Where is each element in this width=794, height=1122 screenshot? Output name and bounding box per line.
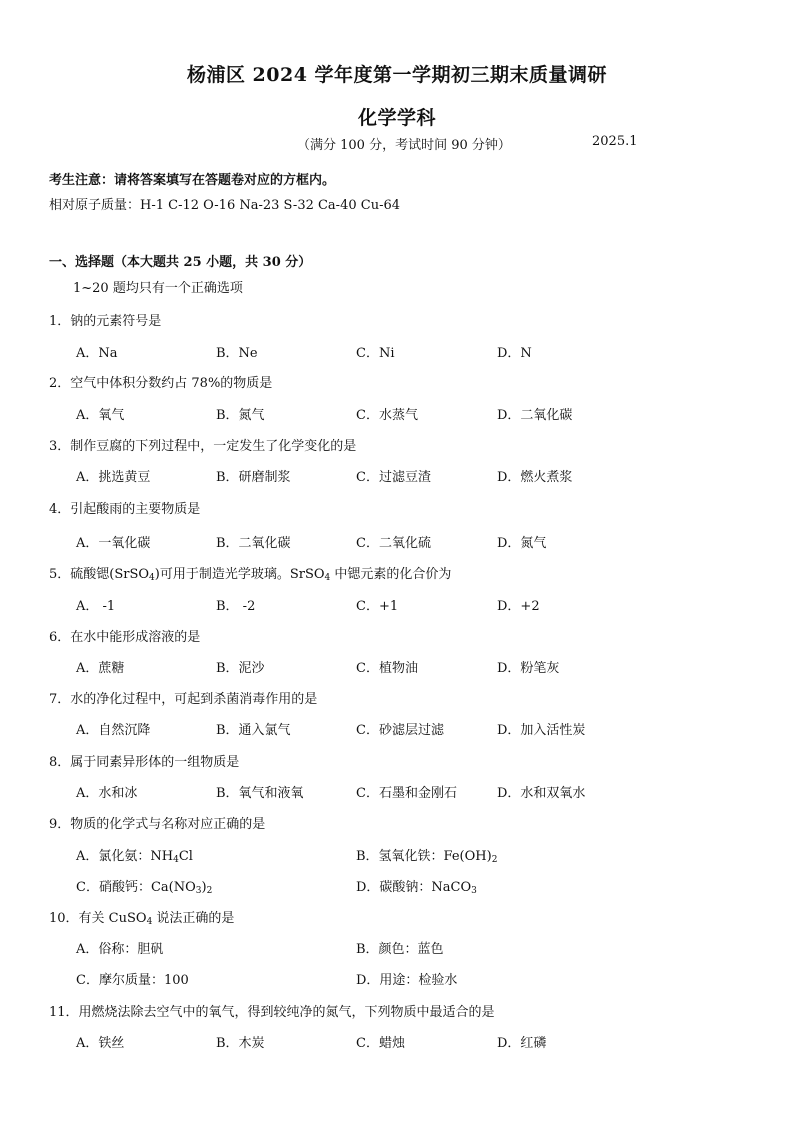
option-a: A．氯化氨：$NH_4Cl$ [76,849,193,865]
option-a: A．铁丝 [76,1036,125,1051]
option-b: B．氧气和液氧 [216,786,304,801]
option-a: A．水和冰 [76,786,138,801]
option-c: C．二氧化硫 [356,536,431,551]
question-stem: 6．在水中能形成溶液的是 [49,630,201,645]
exam-info: （满分 100 分，考试时间 90 分钟） [297,138,511,153]
option-c: C．水蒸气 [356,408,418,423]
option-c: C．植物油 [356,661,418,676]
option-d: D．水和双氧水 [497,786,586,801]
question-stem: 8．属于同素异形体的一组物质是 [49,755,240,770]
question-stem: 5．硫酸锶(SrSO$_4$)可用于制造光学玻璃。SrSO$_4$ 中锶元素的化合价为 [49,567,452,583]
option-d: D．N [497,346,532,361]
exam-title: 杨浦区 2024 学年度第一学期初三期末质量调研 [186,64,608,86]
option-b: B．氢氧化铁：$Fe(OH)_2$ [356,849,498,865]
candidate-notice: 考生注意：请将答案填写在答题卷对应的方框内。 [49,173,336,188]
option-b: B．Ne [216,346,258,361]
option-a: A．氧气 [76,408,125,423]
option-c: C．过滤豆渣 [356,470,431,485]
option-d: D．二氧化碳 [497,408,573,423]
question-stem: 7．水的净化过程中，可起到杀菌消毒作用的是 [49,692,318,707]
option-d: D．红磷 [497,1036,547,1051]
question-stem: 11．用燃烧法除去空气中的氧气，得到较纯净的氮气，下列物质中最适合的是 [49,1005,495,1020]
option-b: B．研磨制浆 [216,470,291,485]
option-c: C．硝酸钙：$Ca(NO_3)_2$ [76,880,213,896]
option-a: A．蔗糖 [76,661,125,676]
option-b: B．木炭 [216,1036,265,1051]
section-subtitle: 1~20 题均只有一个正确选项 [73,281,243,296]
option-b: B．通入氯气 [216,723,291,738]
option-c: C．蜡烛 [356,1036,405,1051]
exam-date: 2025.1 [592,134,638,149]
option-c: C．Ni [356,346,395,361]
atomic-masses: 相对原子质量：H-1 C-12 O-16 Na-23 S-32 Ca-40 Cu-64 [49,198,401,213]
option-b: B．泥沙 [216,661,265,676]
option-b: B． -2 [216,599,256,614]
option-b: B．二氧化碳 [216,536,291,551]
question-stem: 4．引起酸雨的主要物质是 [49,502,201,517]
option-a: A．俗称：胆矾 [76,942,164,957]
question-stem: 10．有关 CuSO$_4$ 说法正确的是 [49,911,235,927]
option-c: C．石墨和金刚石 [356,786,457,801]
option-d: D．粉笔灰 [497,661,560,676]
option-d: D．燃火煮浆 [497,470,573,485]
option-d: D．用途：检验水 [356,973,458,988]
option-a: A．一氧化碳 [76,536,151,551]
question-stem: 9．物质的化学式与名称对应正确的是 [49,817,266,832]
section-title: 一、选择题（本大题共 25 小题，共 30 分） [49,255,312,270]
subject-title: 化学学科 [357,107,436,129]
option-d: D．+2 [497,599,540,614]
question-stem: 2．空气中体积分数约占 78%的物质是 [49,376,273,391]
option-c: C．+1 [356,599,399,614]
option-a: A． -1 [76,599,116,614]
option-d: D．加入活性炭 [497,723,586,738]
option-a: A．自然沉降 [76,723,151,738]
question-stem: 1．钠的元素符号是 [49,314,162,329]
option-c: C．砂滤层过滤 [356,723,444,738]
question-stem: 3．制作豆腐的下列过程中，一定发生了化学变化的是 [49,439,357,454]
option-a: A．Na [76,346,118,361]
option-b: B．氮气 [216,408,265,423]
option-a: A．挑选黄豆 [76,470,151,485]
option-b: B．颜色：蓝色 [356,942,444,957]
option-d: D．碳酸钠：NaCO$_3$ [356,880,477,896]
option-c: C．摩尔质量：100 [76,973,189,988]
option-d: D．氮气 [497,536,547,551]
